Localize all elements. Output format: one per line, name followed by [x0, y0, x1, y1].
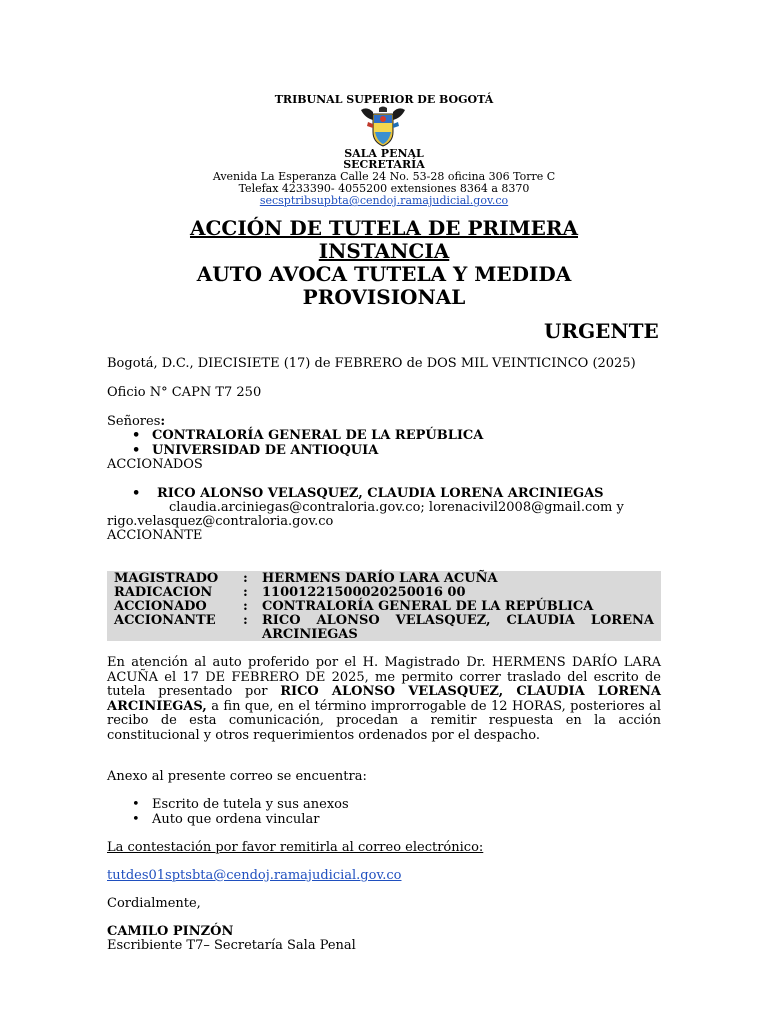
- reference-table: [0, 572, 768, 642]
- reply-email-link[interactable]: tutdes01sptsbta@cendoj.ramajudicial.gov.co: [107, 868, 402, 883]
- court-name: TRIBUNAL SUPERIOR DE BOGOTÁ: [274, 93, 494, 106]
- table-row: [0, 614, 768, 642]
- ref-colon: :: [243, 599, 248, 614]
- list-item: • Escrito de tutela y sus anexos: [107, 798, 667, 813]
- accionante-label: ACCIONANTE: [107, 528, 203, 543]
- list-item: • RICO ALONSO VELASQUEZ, CLAUDIA LORENA ARCINIEGAS: [107, 487, 667, 502]
- ref-label: ACCIONADO: [114, 599, 207, 614]
- title-line-2: INSTANCIA: [318, 239, 450, 263]
- body-paragraph: [107, 656, 661, 743]
- title-line-4: PROVISIONAL: [302, 285, 466, 309]
- annex-intro: Anexo al presente correo se encuentra:: [107, 769, 367, 784]
- reply-instruction: La contestación por favor remitirla al correo electrónico:: [107, 840, 484, 855]
- body-text-b: a fin que, en el término improrrogable de 12 HORAS, posteriores al recibo de esta comunicación, procedan a remitir respuesta en la acción constitucional y otros requerimientos ordenados por el despacho.: [107, 698, 661, 743]
- urgent-label: URGENTE: [544, 319, 659, 343]
- ref-colon: :: [243, 613, 248, 628]
- annex-list: [107, 798, 667, 827]
- body-text-bold: RICO ALONSO VELASQUEZ, CLAUDIA LORENA ARCINIEGAS,: [107, 684, 661, 714]
- secretary-email-link[interactable]: secsptribsupbta@cendoj.ramajudicial.gov.co: [259, 194, 509, 207]
- list-item: • UNIVERSIDAD DE ANTIOQUIA: [107, 444, 667, 459]
- ref-label: ACCIONANTE: [114, 613, 216, 628]
- list-item: • CONTRALORÍA GENERAL DE LA REPÚBLICA: [107, 429, 667, 444]
- chamber-name: SALA PENAL: [344, 147, 424, 160]
- table-row: [0, 572, 768, 586]
- ref-value: RICO ALONSO VELASQUEZ, CLAUDIA LORENA ARCINIEGAS: [262, 613, 654, 642]
- accionante-emails-1: claudia.arciniegas@contraloria.gov.co; lorenacivil2008@gmail.com y: [169, 500, 624, 515]
- ref-value: HERMENS DARÍO LARA ACUÑA: [262, 571, 498, 586]
- ref-colon: :: [243, 585, 248, 600]
- ref-value: 11001221500020250016 00: [262, 585, 466, 600]
- ref-colon: :: [243, 571, 248, 586]
- accionados-label: ACCIONADOS: [107, 457, 203, 472]
- body-text-a: En atención al auto proferido por el H. Magistrado Dr. HERMENS DARÍO LARA ACUÑA el 17 DE FEBRERO DE 2025, me permito correr traslado del escrito de tutela presentado por: [107, 655, 661, 699]
- accionante-emails-2: rigo.velasquez@contraloria.gov.co: [107, 514, 334, 529]
- list-item: • Auto que ordena vincular: [107, 813, 667, 828]
- address: Avenida La Esperanza Calle 24 No. 53-28 oficina 306 Torre C: [212, 170, 556, 183]
- signer-role: Escribiente T7– Secretaría Sala Penal: [107, 938, 356, 953]
- ref-label: RADICACION: [114, 585, 213, 600]
- oficio-number: Oficio N° CAPN T7 250: [107, 385, 262, 400]
- salutation: Señores: [107, 414, 161, 429]
- colombia-coat-of-arms-icon: [359, 106, 407, 148]
- accionados-list: [107, 429, 667, 458]
- phones: Telefax 4233390- 4055200 extensiones 8364 a 8370: [238, 182, 530, 195]
- closing: Cordialmente,: [107, 896, 201, 911]
- salutation-colon: :: [160, 414, 166, 429]
- table-row: [0, 586, 768, 600]
- title-line-3: AUTO AVOCA TUTELA Y MEDIDA: [196, 262, 572, 286]
- signer-name: CAMILO PINZÓN: [107, 924, 234, 939]
- title-line-1: ACCIÓN DE TUTELA DE PRIMERA: [189, 216, 578, 240]
- date-line: Bogotá, D.C., DIECISIETE (17) de FEBRERO de DOS MIL VEINTICINCO (2025): [107, 356, 636, 371]
- office-name: SECRETARÍA: [343, 158, 425, 171]
- table-row: [0, 600, 768, 614]
- ref-label: MAGISTRADO: [114, 571, 219, 586]
- ref-value: CONTRALORÍA GENERAL DE LA REPÚBLICA: [262, 599, 594, 614]
